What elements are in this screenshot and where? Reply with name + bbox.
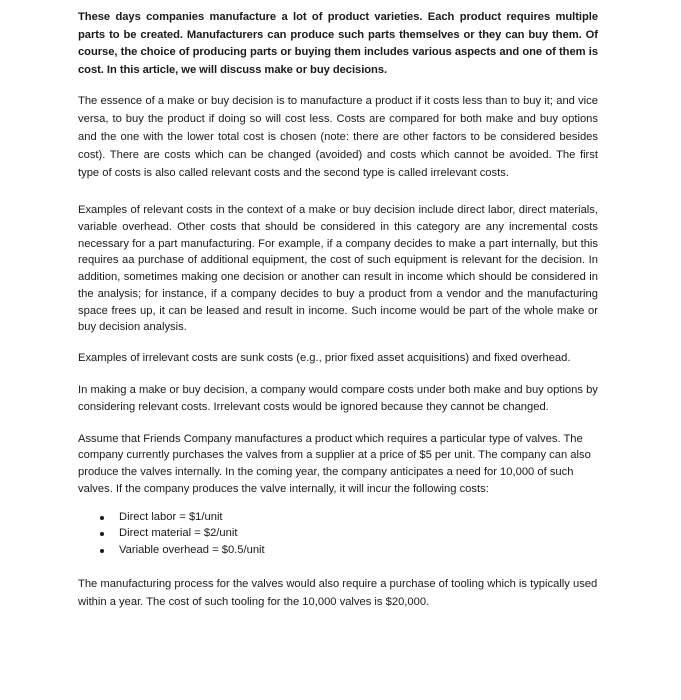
relevant-costs-paragraph: Examples of relevant costs in the context of a make or buy decision include direct labor, direct materials, variable overhead. Other costs that should be considered in this category are any incremental costs necessary for a part manufacturing. For example, if a company decides to make a part internally, but this requires aa purchase of additional equipment, the cost of such equipment is relevant for the decision. In addition, sometimes making one decision or another can result in income which should be considered in the analysis; for instance, if a company decides to buy a product from a vendor and the manufacturing space frees up, it can be leased and result in income. Such income would be part of the whole make or buy decision analysis. [78, 204, 598, 334]
list-item: Direct labor = $1/unit [100, 509, 598, 526]
cost-list [78, 509, 598, 559]
tooling-paragraph: The manufacturing process for the valves would also require a purchase of tooling which is typically used within a year. The cost of such tooling for the 10,000 valves is $20,000. [78, 578, 598, 608]
list-item: Variable overhead = $0.5/unit [100, 542, 598, 559]
example-paragraph: Assume that Friends Company manufactures a product which requires a particular type of valves. The company currently purchases the valves from a supplier at a price of $5 per unit. The company can also produce the valves internally. In the coming year, the company anticipates a need for 10,000 of such valves. If the company produces the valve internally, it will incur the following costs: [78, 432, 591, 495]
intro-paragraph: These days companies manufacture a lot of product varieties. Each product requires multiple parts to be created. Manufacturers can produce such parts themselves or they can buy them. Of course, the choice of producing parts or buying them includes various aspects and one of them is cost. In this article, we will discuss make or buy decisions. [78, 11, 598, 76]
essence-paragraph: The essence of a make or buy decision is to manufacture a product if it costs less than to buy it; and vice versa, to buy the product if doing so will cost less. Costs are compared for both make and buy options and the one with the lower total cost is chosen (note: there are other factors to be considered besides cost). There are costs which can be changed (avoided) and costs which cannot be avoided. The first type of costs is also called relevant costs and the second type is called irrelevant costs. [78, 95, 598, 179]
document-page [78, 9, 598, 611]
list-item: Direct material = $2/unit [100, 525, 598, 542]
irrelevant-costs-paragraph: Examples of irrelevant costs are sunk costs (e.g., prior fixed asset acquisitions) and fixed overhead. [78, 351, 571, 364]
comparison-paragraph: In making a make or buy decision, a company would compare costs under both make and buy options by considering relevant costs. Irrelevant costs would be ignored because they cannot be changed. [78, 383, 598, 414]
